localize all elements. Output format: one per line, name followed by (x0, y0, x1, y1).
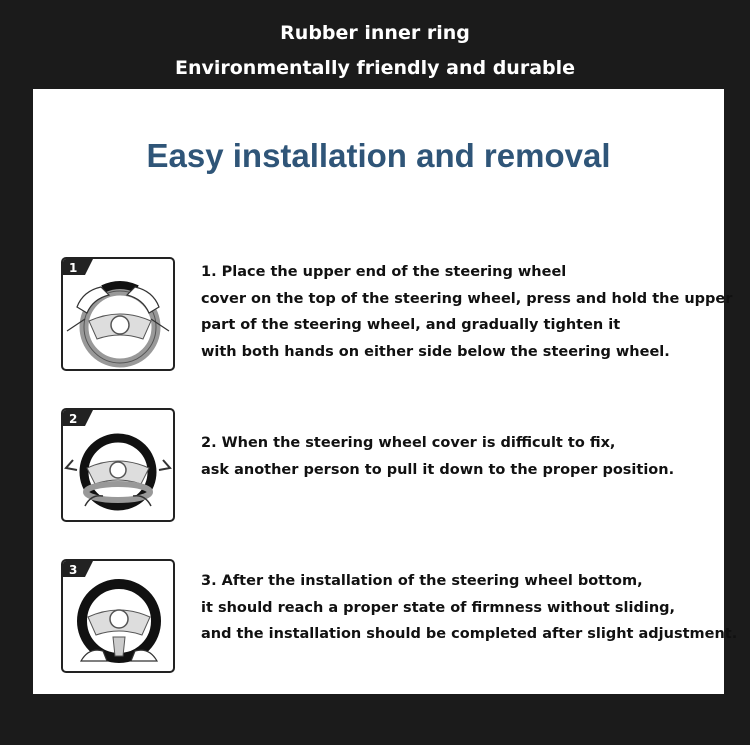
step-1-line: with both hands on either side below the steering wheel. (201, 343, 670, 360)
step-3-line: 3. After the installation of the steering wheel bottom, (201, 573, 643, 589)
step-2-line: 2. When the steering wheel cover is difficult to fix, (201, 435, 616, 451)
step-1-image (61, 257, 175, 371)
step-3-line: and the installation should be completed after slight adjustment. (201, 626, 738, 642)
step-3-line: it should reach a proper state of firmness without sliding, (201, 599, 676, 616)
caption-rubber-inner-ring: Rubber inner ring (280, 22, 470, 44)
step-3-text (201, 568, 738, 648)
page-title: Easy installation and removal (146, 137, 611, 174)
step-1-line: part of the steering wheel, and gradually tighten it (201, 317, 621, 333)
step-3-number: 3 (69, 563, 78, 577)
step-2-text (201, 430, 716, 483)
step-2-image (61, 408, 175, 522)
caption-eco-durable: Environmentally friendly and durable (174, 57, 576, 79)
step-3-image (61, 559, 175, 673)
installation-panel (33, 89, 738, 694)
wheel-cover-installed-icon (63, 561, 173, 671)
hands-pulling-cover-onto-wheel-icon (63, 259, 173, 369)
step-1-number: 1 (69, 261, 78, 275)
cover-stretched-over-wheel-icon (63, 410, 173, 520)
step-2-line: ask another person to pull it down to the proper position. (201, 461, 675, 478)
step-2-number: 2 (69, 412, 78, 426)
step-1-line: 1. Place the upper end of the steering wheel (201, 264, 567, 280)
step-1-line: cover on the top of the steering wheel, press and hold the upper (201, 290, 733, 307)
step-1-text (201, 259, 733, 365)
